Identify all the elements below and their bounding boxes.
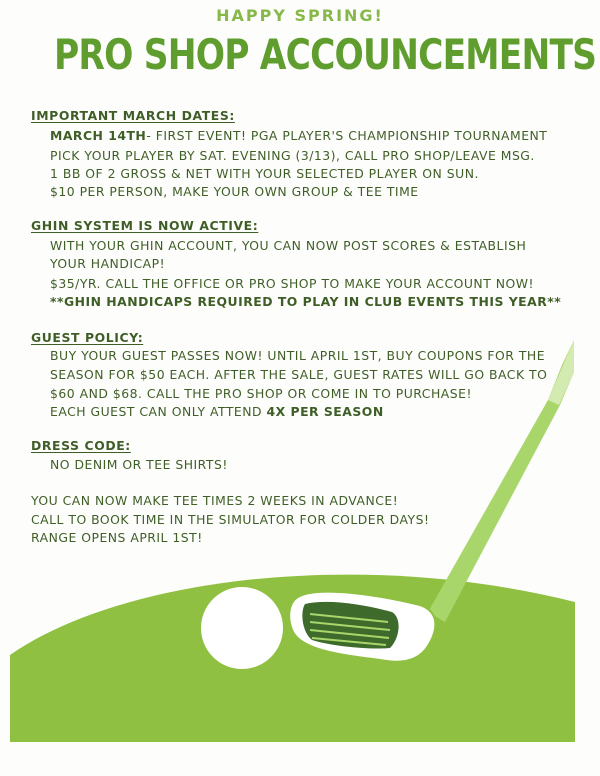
- march-line-1-text: - FIRST EVENT! PGA PLAYER'S CHAMPIONSHIP TOURNAMENT: [146, 128, 548, 143]
- guest-line-1: BUY YOUR GUEST PASSES NOW! UNTIL APRIL 1ST, BUY COUPONS FOR THE: [50, 348, 546, 363]
- march-line-4: $10 PER PERSON, MAKE YOUR OWN GROUP & TEE TIME: [50, 184, 419, 199]
- happy-spring-kicker: HAPPY SPRING!: [216, 6, 384, 25]
- guest-policy-heading: GUEST POLICY:: [31, 330, 144, 345]
- ghin-line-1: WITH YOUR GHIN ACCOUNT, YOU CAN NOW POST SCORES & ESTABLISH: [50, 238, 527, 253]
- guest-line-4-text: EACH GUEST CAN ONLY ATTEND: [50, 404, 267, 419]
- ghin-line-3: $35/YR. CALL THE OFFICE OR PRO SHOP TO MAKE YOUR ACCOUNT NOW!: [50, 276, 534, 291]
- guest-line-4: [50, 402, 384, 422]
- march-14th: MARCH 14TH: [50, 128, 147, 143]
- guest-limit: 4X PER SEASON: [266, 404, 384, 419]
- note-range: RANGE OPENS APRIL 1ST!: [31, 530, 203, 545]
- march-line-1: [50, 126, 547, 146]
- golf-ball: [200, 586, 284, 670]
- dress-code-heading: DRESS CODE:: [31, 438, 131, 453]
- march-dates-heading: IMPORTANT MARCH DATES:: [31, 108, 235, 123]
- note-simulator: CALL TO BOOK TIME IN THE SIMULATOR FOR COLDER DAYS!: [31, 512, 430, 527]
- guest-line-3: $60 AND $68. CALL THE PRO SHOP OR COME IN TO PURCHASE!: [50, 386, 472, 401]
- dress-line-1: NO DENIM OR TEE SHIRTS!: [50, 457, 228, 472]
- march-line-2: PICK YOUR PLAYER BY SAT. EVENING (3/13), CALL PRO SHOP/LEAVE MSG.: [50, 148, 535, 163]
- ghin-line-4: **GHIN HANDICAPS REQUIRED TO PLAY IN CLUB EVENTS THIS YEAR**: [50, 294, 562, 309]
- note-tee-times: YOU CAN NOW MAKE TEE TIMES 2 WEEKS IN ADVANCE!: [31, 493, 399, 508]
- page-title: PRO SHOP ACCOUNCEMENTS: [54, 30, 597, 79]
- march-line-3: 1 BB OF 2 GROSS & NET WITH YOUR SELECTED PLAYER ON SUN.: [50, 166, 479, 181]
- ghin-line-2: YOUR HANDICAP!: [50, 256, 166, 271]
- guest-line-2: SEASON FOR $50 EACH. AFTER THE SALE, GUEST RATES WILL GO BACK TO: [50, 367, 548, 382]
- ghin-heading: GHIN SYSTEM IS NOW ACTIVE:: [31, 218, 259, 233]
- green-hill: [10, 575, 575, 742]
